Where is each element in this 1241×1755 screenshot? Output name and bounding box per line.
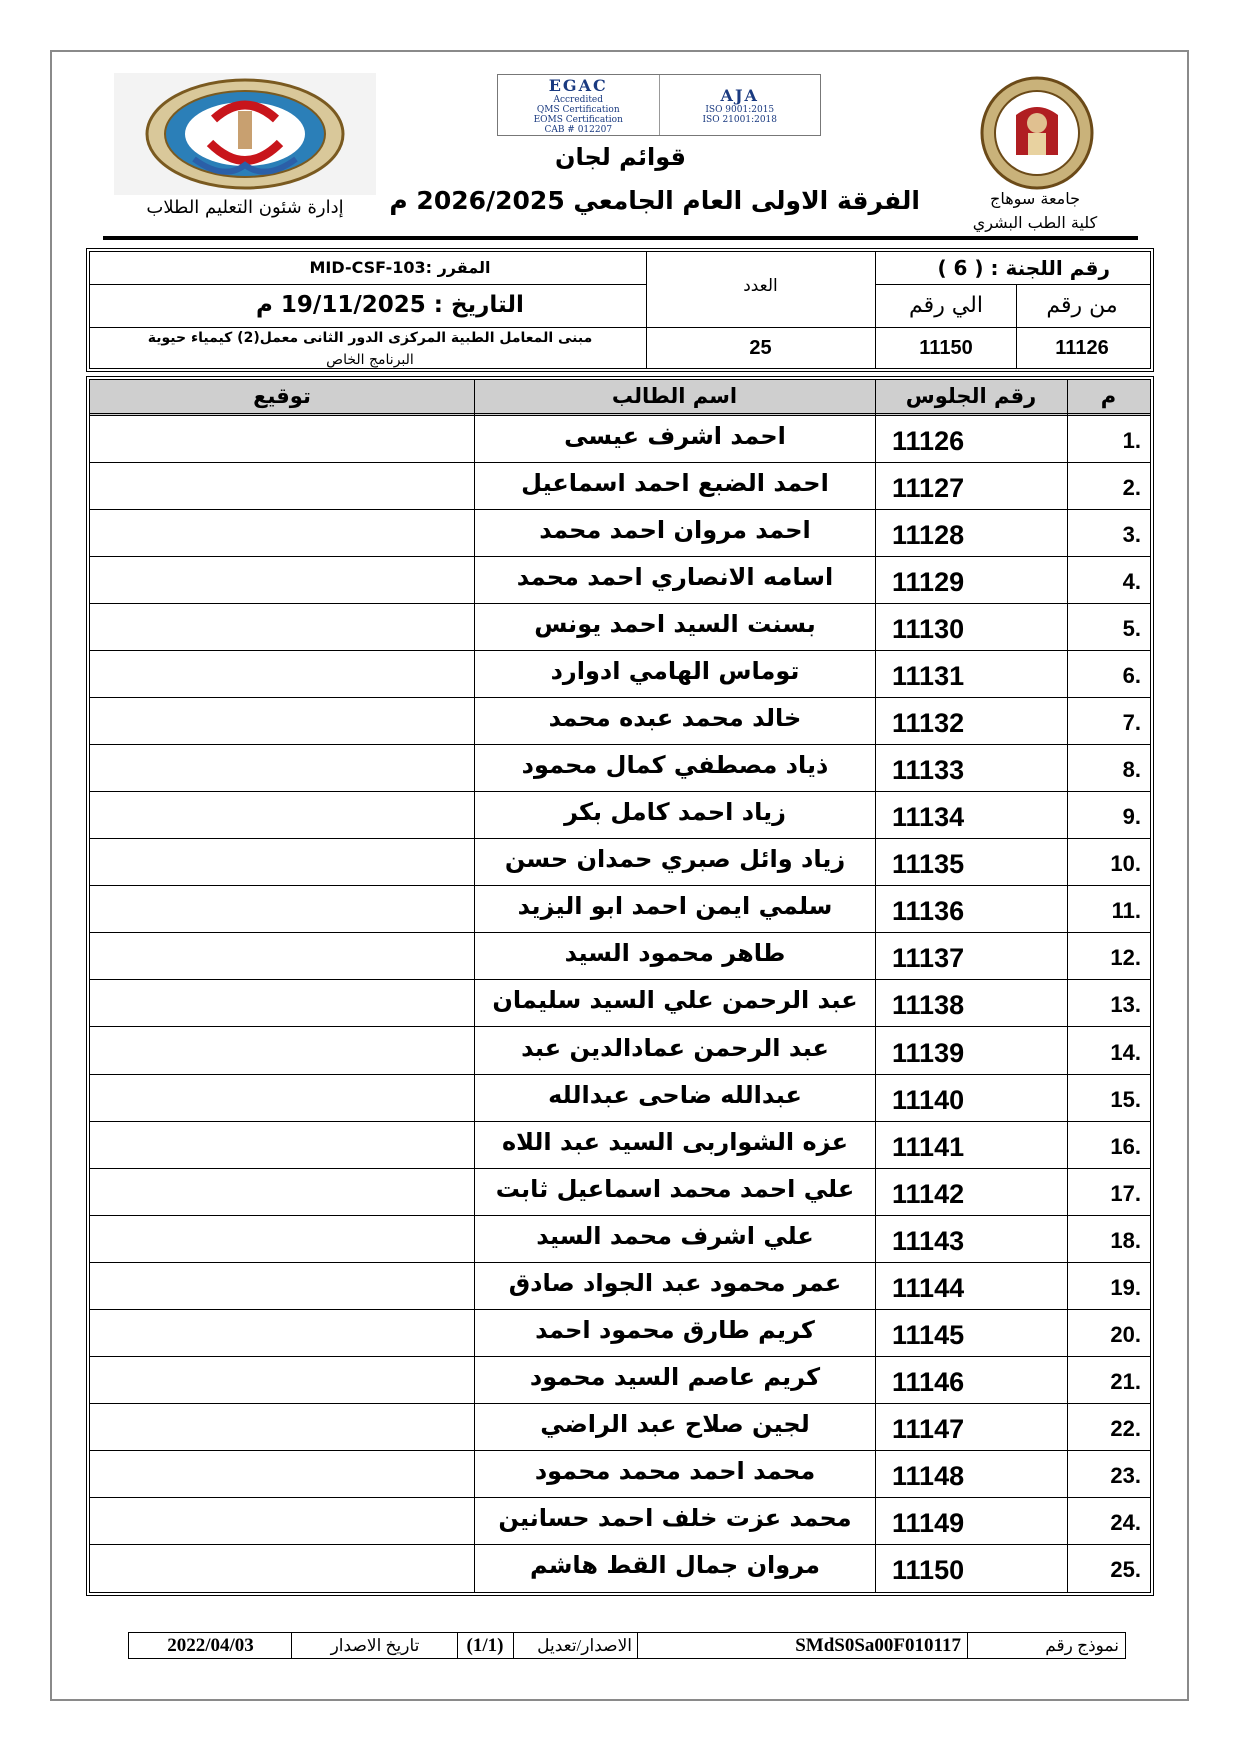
seat-number: 11143 — [892, 1225, 965, 1256]
row-index: .17 — [1110, 1180, 1141, 1206]
student-name: احمد مروان احمد محمد — [539, 516, 811, 545]
seat-number: 11128 — [892, 520, 965, 551]
table-row — [90, 1075, 1150, 1122]
table-row — [90, 792, 1150, 839]
row-index: .7 — [1122, 710, 1141, 736]
university-seal — [976, 75, 1098, 197]
table-row — [90, 1310, 1150, 1357]
row-index: .4 — [1122, 569, 1141, 595]
row-index: .18 — [1110, 1227, 1141, 1253]
seat-number: 11142 — [892, 1178, 965, 1209]
signature-cell — [92, 510, 472, 556]
table-row — [90, 745, 1150, 792]
signature-cell — [92, 463, 472, 509]
student-name: زياد وائل صبري حمدان حسن — [504, 845, 846, 874]
signature-cell — [92, 1122, 472, 1168]
seat-number: 11137 — [892, 943, 965, 974]
signature-cell — [92, 604, 472, 650]
table-row — [90, 980, 1150, 1027]
aja-label: AJA — [720, 85, 759, 105]
accreditation-badges — [497, 74, 821, 136]
student-name: عبد الرحمن عمادالدين عبد — [521, 1033, 829, 1062]
faculty-name: كلية الطب البشري — [972, 213, 1098, 232]
student-name: بسنت السيد احمد يونس — [534, 610, 816, 639]
footer-divider — [457, 1633, 458, 1658]
seat-number: 11148 — [892, 1460, 965, 1491]
table-header — [90, 380, 1150, 416]
seat-number: 11126 — [892, 426, 965, 456]
student-name: توماس الهامي ادوارد — [550, 657, 800, 686]
from-label: من رقم — [1046, 293, 1118, 318]
seat-number: 11136 — [892, 896, 965, 927]
row-index: .10 — [1110, 851, 1141, 877]
table-row — [90, 604, 1150, 651]
signature-cell — [92, 980, 472, 1026]
signature-cell — [92, 839, 472, 885]
table-row — [90, 1122, 1150, 1169]
table-row — [90, 1028, 1150, 1075]
table-row — [90, 698, 1150, 745]
signature-cell — [92, 1028, 472, 1074]
student-name: زياد احمد كامل بكر — [564, 798, 786, 827]
row-index: .22 — [1110, 1415, 1141, 1441]
from-value: 11126 — [1055, 337, 1109, 359]
seat-number: 11130 — [892, 614, 965, 645]
seat-number: 11145 — [892, 1319, 965, 1350]
egac-badge — [498, 75, 659, 135]
student-name: كريم عاصم السيد محمود — [529, 1362, 821, 1391]
header-divider — [103, 236, 1138, 240]
student-name: عبدالله ضاحى عبدالله — [548, 1080, 802, 1109]
version-label: الاصدار/تعديل — [537, 1636, 632, 1655]
footer-divider — [967, 1633, 968, 1658]
info-divider — [1016, 284, 1017, 368]
seat-number: 11132 — [892, 708, 965, 739]
seat-number: 11150 — [892, 1554, 965, 1585]
seat-number: 11147 — [892, 1413, 965, 1444]
count-label: العدد — [743, 276, 778, 296]
signature-cell — [92, 698, 472, 744]
header-seat-number: رقم الجلوس — [905, 384, 1037, 408]
row-index: .8 — [1122, 757, 1141, 783]
row-index: .3 — [1122, 522, 1141, 548]
academic-year-subtitle: الفرقة الاولى العام الجامعي 2026/2025 م — [389, 186, 920, 215]
table-row — [90, 1545, 1150, 1592]
row-index: .9 — [1122, 804, 1141, 830]
signature-cell — [92, 745, 472, 791]
info-divider — [875, 284, 1150, 285]
egac-label: EGAC — [548, 75, 608, 95]
university-name: جامعة سوهاج — [989, 189, 1081, 208]
students-table — [86, 376, 1154, 1596]
signature-cell — [92, 651, 472, 697]
row-index: .13 — [1110, 992, 1141, 1018]
row-index: .20 — [1110, 1321, 1141, 1347]
row-index: .1 — [1122, 428, 1141, 453]
to-value: 11150 — [919, 337, 973, 359]
table-row — [90, 1216, 1150, 1263]
footer-divider — [513, 1633, 514, 1658]
header-student-name: اسم الطالب — [611, 384, 738, 408]
student-name: مروان جمال القط هاشم — [530, 1550, 820, 1579]
table-row — [90, 886, 1150, 933]
student-name: علي اشرف محمد السيد — [536, 1221, 814, 1250]
signature-cell — [92, 1216, 472, 1262]
seat-number: 11129 — [892, 567, 965, 598]
student-name: كريم طارق محمود احمد — [535, 1315, 815, 1344]
info-divider — [875, 252, 876, 368]
signature-cell — [92, 1075, 472, 1121]
student-name: عزه الشواربى السيد عبد اللاه — [502, 1127, 848, 1156]
row-index: .14 — [1110, 1039, 1141, 1065]
row-index: .6 — [1122, 663, 1141, 689]
document-footer — [128, 1632, 1126, 1659]
department-name: إدارة شئون التعليم الطلاب — [146, 197, 344, 218]
version-value: (1/1) — [466, 1635, 504, 1656]
table-row — [90, 1263, 1150, 1310]
signature-cell — [92, 1498, 472, 1544]
footer-divider — [291, 1633, 292, 1658]
info-divider — [90, 284, 646, 285]
student-name: لجين صلاح عبد الراضي — [540, 1409, 810, 1438]
seat-number: 11146 — [892, 1366, 965, 1397]
aja-badge — [659, 75, 821, 135]
student-name: اسامه الانصاري احمد محمد — [516, 563, 834, 592]
exam-date: التاريخ : 19/11/2025 م — [256, 292, 524, 318]
student-name: خالد محمد عبده محمد — [548, 704, 802, 733]
model-number: SMdS0Sa00F010117 — [795, 1635, 961, 1656]
seat-number: 11127 — [892, 473, 965, 504]
egac-line-2: QMS Certification — [536, 104, 620, 115]
signature-cell — [92, 1263, 472, 1309]
egac-line-1: Accredited — [553, 94, 604, 105]
row-index: .12 — [1110, 945, 1141, 971]
seat-number: 11135 — [892, 849, 965, 880]
student-name: طاهر محمود السيد — [564, 939, 786, 968]
exam-location: مبنى المعامل الطبية المركزى الدور الثانى معمل(2) كيمياء حيوية — [147, 330, 593, 346]
egac-line-4: CAB # 012207 — [544, 124, 613, 135]
row-index: .24 — [1110, 1509, 1141, 1535]
student-name: عبد الرحمن علي السيد سليمان — [492, 986, 858, 1015]
row-index: .25 — [1110, 1556, 1141, 1582]
egac-line-3: EOMS Certification — [533, 114, 623, 125]
student-name: احمد اشرف عيسى — [564, 422, 786, 450]
table-row — [90, 839, 1150, 886]
table-row — [90, 1451, 1150, 1498]
footer-divider — [637, 1633, 638, 1658]
header-index: م — [1100, 384, 1117, 408]
aja-line-1: ISO 9001:2015 — [705, 104, 775, 115]
table-row — [90, 1498, 1150, 1545]
aja-line-2: ISO 21001:2018 — [702, 114, 778, 125]
row-index: .23 — [1110, 1462, 1141, 1488]
seat-number: 11141 — [892, 1131, 965, 1162]
row-index: .19 — [1110, 1274, 1141, 1300]
signature-cell — [92, 792, 472, 838]
table-row — [90, 557, 1150, 604]
count-value: 25 — [749, 337, 772, 359]
signature-cell — [92, 557, 472, 603]
signature-cell — [92, 416, 472, 462]
table-row — [90, 1169, 1150, 1216]
row-index: .21 — [1110, 1368, 1141, 1394]
student-name: عمر محمود عبد الجواد صادق — [508, 1268, 842, 1297]
table-row — [90, 651, 1150, 698]
signature-cell — [92, 1169, 472, 1215]
row-index: .16 — [1110, 1133, 1141, 1159]
seat-number: 11138 — [892, 990, 965, 1021]
course-code: المقرر :MID-CSF-103 — [309, 258, 491, 277]
seat-number: 11133 — [892, 755, 965, 786]
program-name: البرنامج الخاص — [326, 352, 414, 368]
signature-cell — [92, 1545, 472, 1591]
signature-cell — [92, 1357, 472, 1403]
seat-number: 11139 — [892, 1037, 965, 1068]
seat-number: 11140 — [892, 1084, 965, 1115]
student-name: سلمي ايمن احمد ابو اليزيد — [517, 892, 833, 921]
table-row — [90, 463, 1150, 510]
university-name-block — [960, 187, 1110, 235]
header-signature: توقيع — [253, 384, 311, 408]
student-name: محمد احمد محمد محمود — [534, 1456, 816, 1485]
student-name: احمد الضبع احمد اسماعيل — [521, 469, 829, 498]
signature-cell — [92, 1310, 472, 1356]
committee-number: رقم اللجنة : ( 6 ) — [937, 256, 1110, 280]
page-title: قوائم لجان — [555, 143, 686, 171]
row-index: .5 — [1122, 616, 1141, 642]
student-name: محمد عزت خلف احمد حسانين — [498, 1503, 852, 1532]
table-row — [90, 933, 1150, 980]
student-name: ذياد مصطفي كمال محمود — [521, 751, 829, 780]
signature-cell — [92, 1451, 472, 1497]
row-index: .2 — [1122, 475, 1141, 501]
seat-number: 11131 — [892, 661, 965, 692]
issue-date: 2022/04/03 — [167, 1635, 254, 1656]
seat-number: 11134 — [892, 802, 965, 833]
signature-cell — [92, 1404, 472, 1450]
table-row — [90, 1404, 1150, 1451]
seat-number: 11144 — [892, 1272, 965, 1303]
issue-date-label: تاريخ الاصدار — [330, 1636, 420, 1655]
table-row — [90, 416, 1150, 463]
row-index: .11 — [1111, 898, 1141, 924]
signature-cell — [92, 933, 472, 979]
table-row — [90, 1357, 1150, 1404]
model-label: نموذج رقم — [1045, 1636, 1119, 1655]
to-label: الي رقم — [909, 293, 983, 318]
faculty-logo — [114, 73, 376, 195]
student-name: علي احمد محمد اسماعيل ثابت — [495, 1174, 855, 1203]
signature-cell — [92, 886, 472, 932]
committee-info-table — [86, 248, 1154, 372]
seat-number: 11149 — [892, 1507, 965, 1538]
table-row — [90, 510, 1150, 557]
row-index: .15 — [1110, 1086, 1141, 1112]
